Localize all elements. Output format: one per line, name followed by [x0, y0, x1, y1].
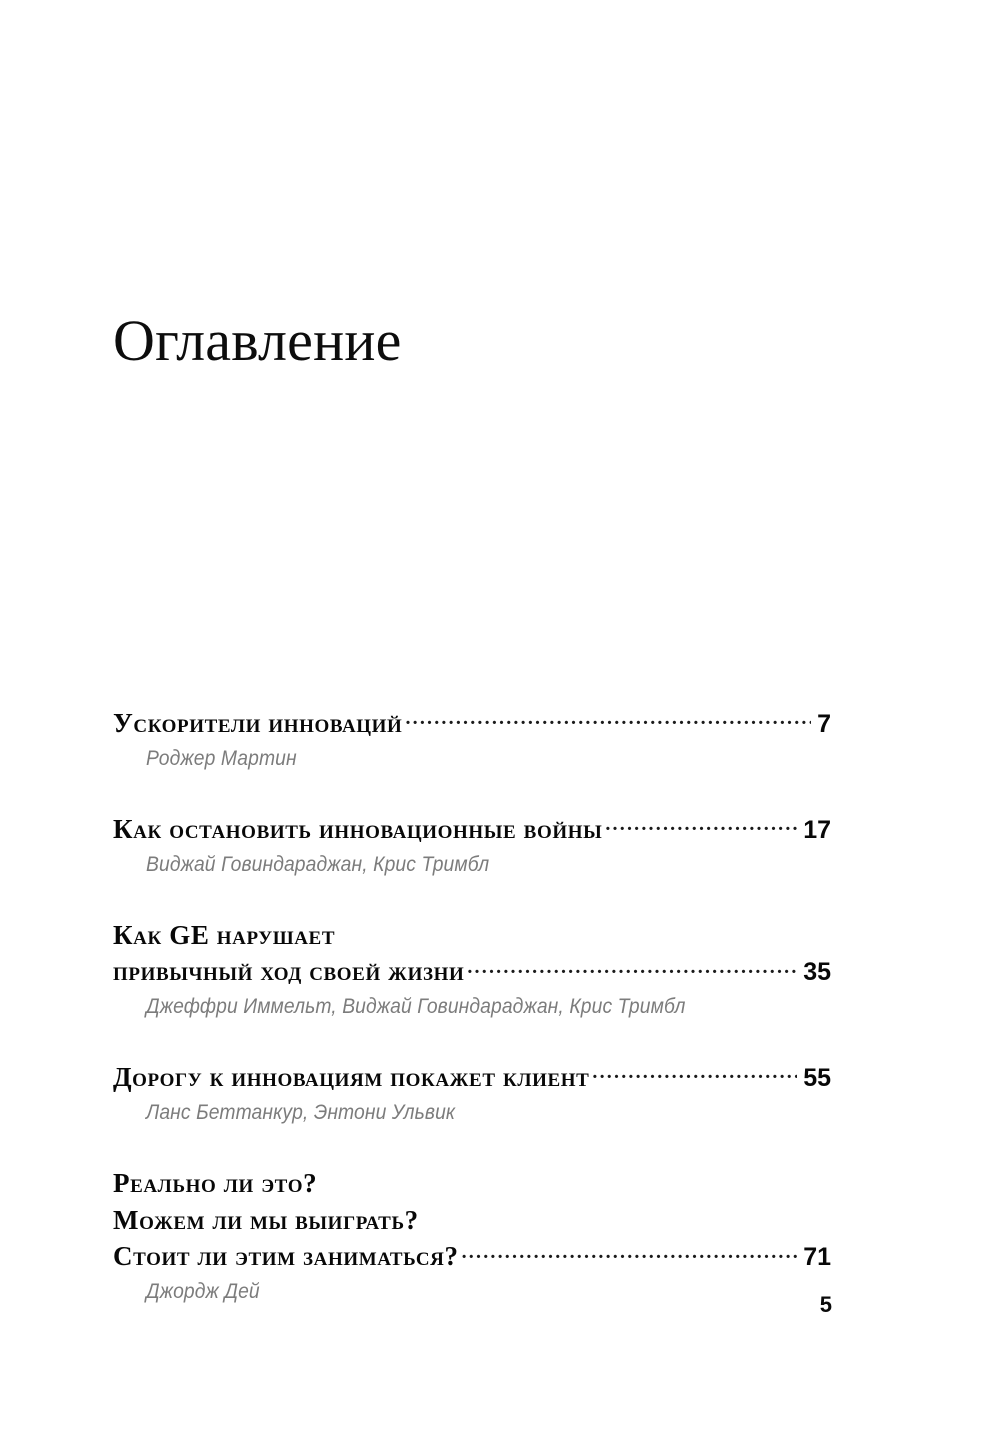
- toc-entry-title-line[interactable]: [113, 1059, 831, 1096]
- toc-entry-authors: Виджай Говиндараджан, Крис Тримбл: [146, 852, 490, 876]
- toc-entry-page-number: 7: [817, 710, 831, 738]
- page-number-folio: 5: [819, 1292, 832, 1317]
- toc-entry-page-number: 55: [803, 1064, 831, 1093]
- toc-entry-title: Можем ли мы выиграть?: [113, 1204, 419, 1235]
- toc-entry-authors: Роджер Мартин: [146, 746, 297, 770]
- toc-entry-title: привычный ход своей жизни: [113, 956, 465, 987]
- toc-entry-title-line[interactable]: [113, 1238, 831, 1275]
- toc-entry-title: Реально ли это?: [113, 1168, 318, 1199]
- toc-entry-title-line[interactable]: [113, 811, 831, 848]
- toc-entry-authors: Джордж Дей: [146, 1280, 260, 1303]
- toc-entry-title: Как GE нарушает: [113, 919, 336, 950]
- toc-entry[interactable]: [113, 811, 831, 878]
- table-of-contents-list: [113, 705, 831, 1305]
- toc-entry-page-number: 17: [803, 815, 831, 844]
- toc-entry-title-line[interactable]: [113, 705, 831, 742]
- dot-leader: [592, 1059, 797, 1086]
- toc-entry-title: Как остановить инновационные войны: [113, 813, 603, 844]
- dot-leader: [605, 811, 797, 838]
- toc-entry-page-number: 35: [803, 958, 831, 987]
- toc-entry[interactable]: [113, 1059, 831, 1126]
- toc-entry-title: Дорогу к инновациям покажет клиент: [113, 1062, 590, 1093]
- toc-entry-authors: Ланс Беттанкур, Энтони Ульвик: [146, 1100, 456, 1124]
- toc-entry-title: Стоит ли этим заниматься?: [113, 1241, 459, 1272]
- toc-entry-title-line[interactable]: [113, 1202, 831, 1239]
- dot-leader: [462, 1238, 798, 1265]
- dot-leader: [467, 953, 797, 980]
- toc-entry-title-line[interactable]: [113, 1165, 831, 1202]
- toc-entry-title: Ускорители инноваций: [113, 708, 403, 738]
- toc-entry[interactable]: [113, 705, 831, 772]
- page-title: Оглавление: [113, 307, 402, 373]
- toc-entry[interactable]: [113, 1165, 831, 1305]
- dot-leader: [405, 705, 811, 732]
- toc-entry[interactable]: [113, 917, 831, 1021]
- toc-entry-title-line[interactable]: [113, 917, 831, 954]
- toc-entry-authors: Джеффри Иммельт, Виджай Говиндараджан, Крис Тримбл: [146, 995, 686, 1018]
- toc-entry-page-number: 71: [803, 1243, 831, 1272]
- toc-entry-title-line[interactable]: [113, 953, 831, 990]
